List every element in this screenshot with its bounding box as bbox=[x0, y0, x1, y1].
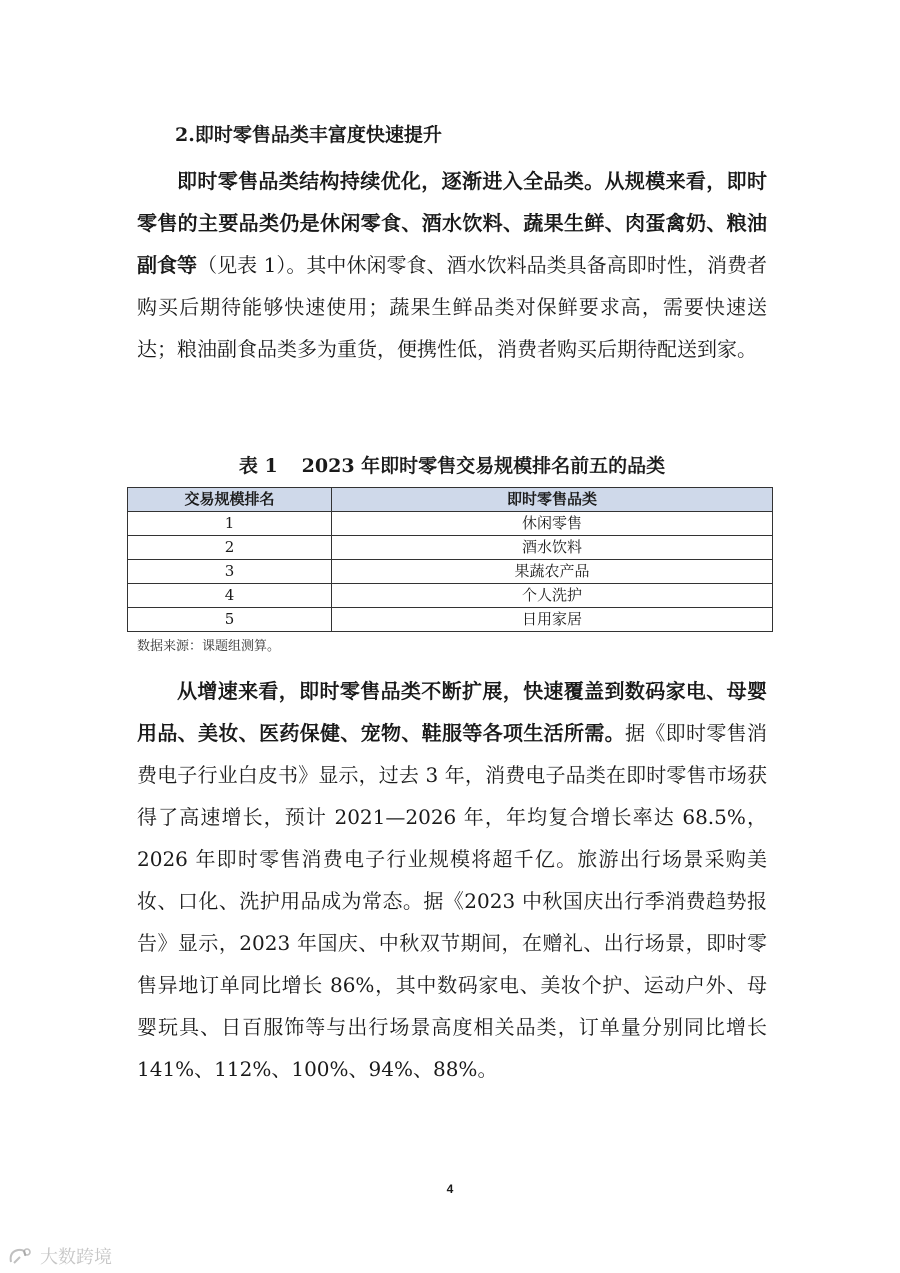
cell-category: 休闲零售 bbox=[332, 512, 773, 536]
table-row bbox=[128, 608, 773, 632]
table-source-note: 数据来源：课题组测算。 bbox=[137, 639, 281, 654]
cell-category: 果蔬农产品 bbox=[332, 560, 773, 584]
cell-category: 酒水饮料 bbox=[332, 536, 773, 560]
column-header-rank: 交易规模排名 bbox=[128, 488, 332, 512]
column-header-category: 即时零售品类 bbox=[332, 488, 773, 512]
watermark bbox=[8, 1243, 112, 1269]
cell-rank: 1 bbox=[128, 512, 332, 536]
table-row bbox=[128, 560, 773, 584]
page-number: 4 bbox=[446, 1182, 454, 1196]
paragraph-scale-normal: （见表 1）。其中休闲零食、酒水饮料品类具备高即时性，消费者购买后期待能够快速使用；蔬果生鲜品类对保鲜要求高，需要快速送达；粮油副食品类多为重货，便携性低，消费者购买后期待配送到家。 bbox=[137, 253, 767, 361]
paragraph-scale-bold: 即时零售品类结构持续优化，逐渐进入全品类。从规模来看，即时零售的主要品类仍是休闲零食、酒水饮料、蔬果生鲜、肉蛋禽奶、粮油副食等 bbox=[137, 169, 767, 277]
paragraph-scale bbox=[137, 160, 767, 370]
table-number: 表 1 bbox=[238, 455, 278, 477]
paragraph-growth-normal: 据《即时零售消费电子行业白皮书》显示，过去 3 年，消费电子品类在即时零售市场获得了高速增长，预计 2021—2026 年，年均复合增长率达 68.5%，2026 年即时零售消费电子行业规模将超千亿。旅游出行场景采购美妆、口化、洗护用品成为常态。据《2023 中秋国庆出行季消费趋势报告》显示，2023 年国庆、中秋双节期间，在赠礼、出行场景，即时零售异地订单同比增长 86%，其中数码家电、美妆个护、运动户外、母婴玩具、日百服饰等与出行场景高度相关品类，订单量分别同比增长 141%、112%、100%、94%、88%。 bbox=[137, 721, 768, 1081]
table-row bbox=[128, 512, 773, 536]
ranking-table bbox=[127, 487, 773, 632]
cell-rank: 3 bbox=[128, 560, 332, 584]
paragraph-growth-bold: 从增速来看，即时零售品类不断扩展，快速覆盖到数码家电、母婴用品、美妆、医药保健、宠物、鞋服等各项生活所需。 bbox=[137, 679, 767, 745]
cell-rank: 4 bbox=[128, 584, 332, 608]
cell-rank: 2 bbox=[128, 536, 332, 560]
watermark-text: 大数跨境 bbox=[40, 1247, 112, 1268]
table-row bbox=[128, 584, 773, 608]
cell-rank: 5 bbox=[128, 608, 332, 632]
table-header-row bbox=[128, 488, 773, 512]
section-heading: 2.即时零售品类丰富度快速提升 bbox=[175, 124, 442, 146]
table-title: 2023 年即时零售交易规模排名前五的品类 bbox=[301, 455, 666, 477]
cell-category: 日用家居 bbox=[332, 608, 773, 632]
table-row bbox=[128, 536, 773, 560]
table-caption bbox=[137, 451, 767, 478]
brand-logo-icon bbox=[8, 1246, 34, 1266]
paragraph-growth bbox=[137, 670, 767, 1090]
cell-category: 个人洗护 bbox=[332, 584, 773, 608]
